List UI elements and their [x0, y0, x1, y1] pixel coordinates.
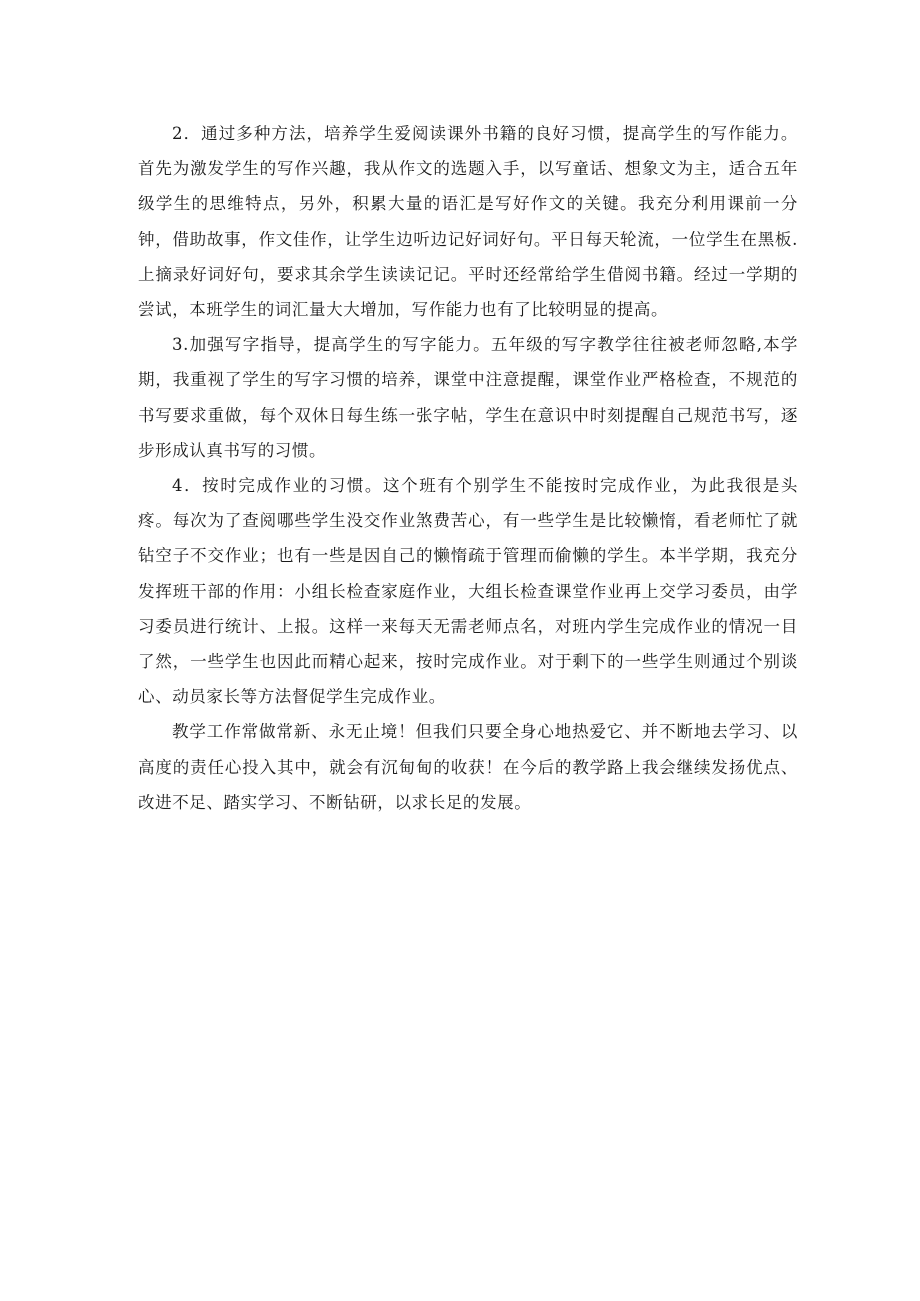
paragraph-conclusion: 教学工作常做常新、永无止境！但我们只要全身心地热爱它、并不断地去学习、以高度的责任心投入其中，就会有沉甸甸的收获！在今后的教学路上我会继续发扬优点、改进不足、踏实学习、不断钻研，以求长足的发展。 — [138, 722, 798, 812]
paragraph-homework-habits: 4．按时完成作业的习惯。这个班有个别学生不能按时完成作业，为此我很是头疼。每次为了查阅哪些学生没交作业煞费苦心，有一些学生是比较懒惰，看老师忙了就钻空子不交作业；也有一些是因自己的懒惰疏于管理而偷懒的学生。本半学期，我充分发挥班干部的作用：小组长检查家庭作业，大组长检查课堂作业再上交学习委员，由学习委员进行统计、上报。这样一来每天无需老师点名，对班内学生完成作业的情况一目了然，一些学生也因此而精心起来，按时完成作业。对于剩下的一些学生则通过个别谈心、动员家长等方法督促学生完成作业。 — [138, 476, 798, 707]
document-body — [138, 116, 798, 820]
paragraph-reading-habits: 2．通过多种方法，培养学生爱阅读课外书籍的良好习惯，提高学生的写作能力。首先为激发学生的写作兴趣，我从作文的选题入手，以写童话、想象文为主，适合五年级学生的思维特点，另外，积累大量的语汇是写好作文的关键。我充分利用课前一分钟，借助故事，作文佳作，让学生边听边记好词好句。平日每天轮流，一位学生在黑板.上摘录好词好句，要求其余学生读读记记。平时还经常给学生借阅书籍。经过一学期的尝试，本班学生的词汇量大大增加，写作能力也有了比较明显的提高。 — [138, 124, 798, 320]
paragraph-writing-guidance: 3.加强写字指导，提高学生的写字能力。五年级的写字教学往往被老师忽略,本学期，我重视了学生的写字习惯的培养，课堂中注意提醒，课堂作业严格检查，不规范的书写要求重做，每个双休日每生练一张字帖，学生在意识中时刻提醒自己规范书写，逐步形成认真书写的习惯。 — [138, 335, 798, 460]
